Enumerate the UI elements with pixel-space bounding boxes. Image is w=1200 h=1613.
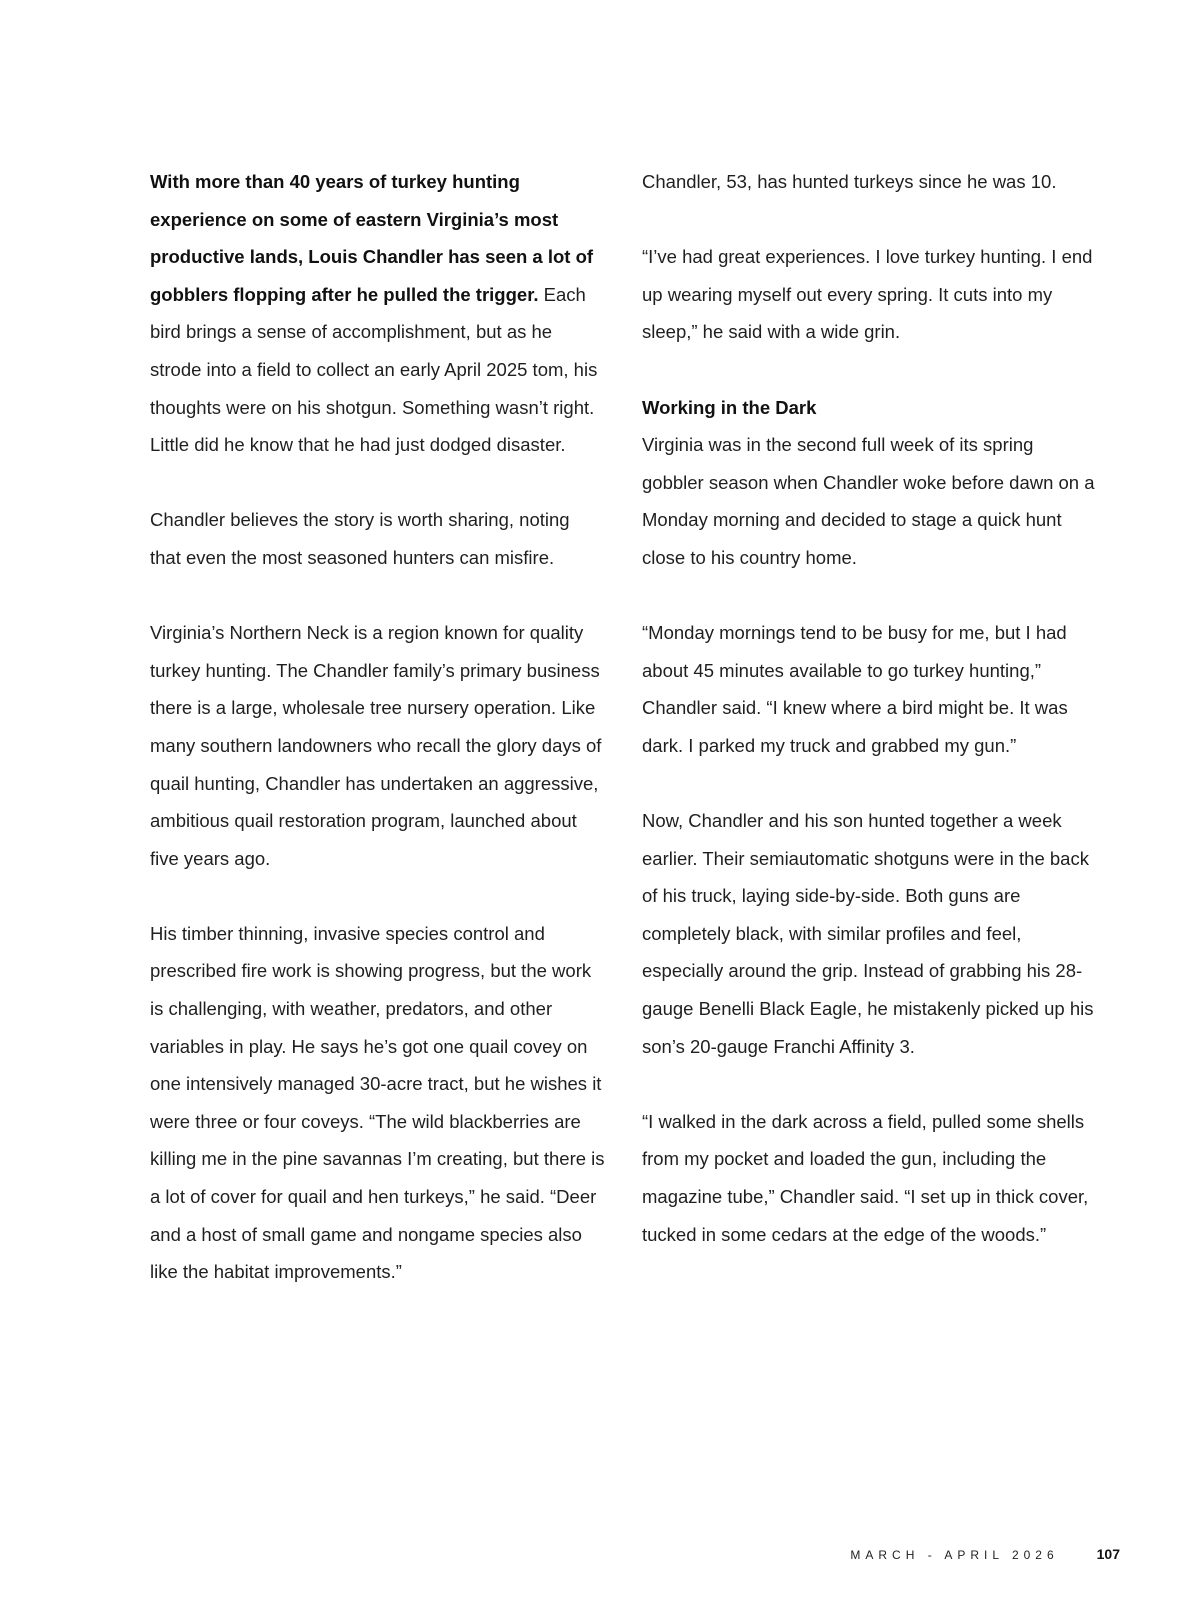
page-number: 107: [1096, 1546, 1120, 1562]
paragraph: Chandler believes the story is worth sharing, noting that even the most seasoned hunters can misfire.: [150, 509, 570, 568]
paragraph: Chandler, 53, has hunted turkeys since he was 10.: [642, 171, 1057, 192]
page-footer: [850, 1546, 1120, 1562]
paragraph: Virginia’s Northern Neck is a region known for quality turkey hunting. The Chandler family’s primary business there is a large, wholesale tree nursery operation. Like many southern landowners who recall the glory days of quail hunting, Chandler has undertaken an aggressive, ambitious quail restoration program, launched about five years ago.: [150, 622, 602, 869]
paragraph: “I’ve had great experiences. I love turkey hunting. I end up wearing myself out every spring. It cuts into my sleep,” he said with a wide grin.: [642, 246, 1093, 343]
paragraph-intro: [150, 163, 605, 464]
subheading: Working in the Dark: [642, 396, 817, 418]
section: [642, 389, 1097, 577]
intro-text: Each bird brings a sense of accomplishment, but as he strode into a field to collect an early April 2025 tom, his thoughts were on his shotgun. Something wasn’t right. Little did he know that he had just dodged disaster.: [150, 283, 598, 456]
paragraph: “Monday mornings tend to be busy for me, but I had about 45 minutes available to go turkey hunting,” Chandler said. “I knew where a bird might be. It was dark. I parked my truck and grabbed my gun.”: [642, 622, 1068, 756]
intro-bold-lead: With more than 40 years of turkey hunting experience on some of eastern Virginia’s most productive lands, Louis Chandler has seen a lot of gobblers flopping after he pulled the trigger.: [150, 171, 594, 305]
right-column: [642, 163, 1097, 1253]
left-column: [150, 163, 605, 1291]
paragraph: “I walked in the dark across a field, pulled some shells from my pocket and loaded the gun, including the magazine tube,” Chandler said. “I set up in thick cover, tucked in some cedars at the edge of the woods.”: [642, 1110, 1089, 1245]
paragraph: Virginia was in the second full week of its spring gobbler season when Chandler woke before dawn on a Monday morning and decided to stage a quick hunt close to his country home.: [642, 434, 1095, 568]
issue-date: MARCH - APRIL 2026: [850, 1548, 1059, 1562]
paragraph: His timber thinning, invasive species control and prescribed fire work is showing progress, but the work is challenging, with weather, predators, and other variables in play. He says he’s got one quail covey on one intensively managed 30-acre tract, but he wishes it were three or four coveys. “The wild blackberries are killing me in the pine savannas I’m creating, but there is a lot of cover for quail and hen turkeys,” he said. “Deer and a host of small game and nongame species also like the habitat improvements.”: [150, 922, 605, 1283]
paragraph: Now, Chandler and his son hunted together a week earlier. Their semiautomatic shotguns were in the back of his truck, laying side-by-side. Both guns are completely black, with similar profiles and feel, especially around the grip. Instead of grabbing his 28-gauge Benelli Black Eagle, he mistakenly picked up his son’s 20-gauge Franchi Affinity 3.: [642, 810, 1094, 1057]
